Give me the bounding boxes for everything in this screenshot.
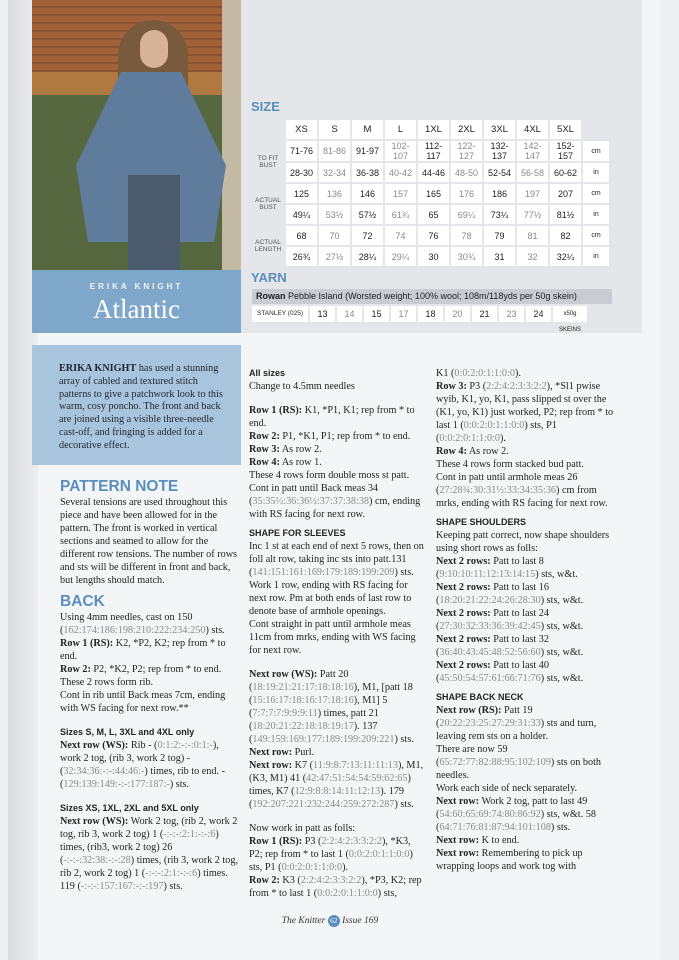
actual-length-in-row: 26¾ 27½ 28¼ 29¼ 30 30¾ 31 32 32¼ in bbox=[252, 247, 609, 266]
magazine-name: The Knitter bbox=[281, 916, 326, 927]
actual-bust-in-row: 49¼ 53½ 57½ 61¾ 65 69¼ 73¼ 77½ 81½ in bbox=[252, 205, 609, 224]
back-heading: BACK bbox=[60, 593, 105, 610]
pattern-title: Atlantic bbox=[93, 294, 180, 324]
model-photo bbox=[32, 0, 241, 270]
to-fit-bust-cm-row: TO FIT BUST 71-76 81-86 91-97 102-107 112-117 122-127 132-137 142-147 152-157 cm bbox=[252, 141, 609, 161]
yarn-quantities: STANLEY (025) 13 14 15 17 18 20 21 23 24 x50g SKEINS bbox=[252, 306, 587, 322]
yarn-heading: YARN bbox=[251, 270, 287, 285]
size-heading: SIZE bbox=[251, 99, 280, 114]
size-table bbox=[250, 118, 611, 268]
column-1: PATTERN NOTE Several tensions are used throughout this piece and have been allowed for in the pattern. The front is worked in vertical sections and seamed to allow for the different row tensions. The number of rows and sts will be different in front and back, but lengths should match. BACK Using 4mm needles, cast on 150 (162:174:186:198:210:222:234:250) sts. Row 1 (RS): K2, *P2, K2; rep from * to end. Row 2: P2, *K2, P2; rep from * to end. These 2 rows form rib. Cont in rib until Back meas 7cm, ending with WS facing for next row.** Sizes S, M, L, 3XL and 4XL only Next row (WS): Rib - (0:1:2:-:-:0:1:-), work 2 tog, (rib 3, work 2 tog) - (32:34:36:-:-:44:46:-) times, rib to end. - (129:139:149:-:-:177:187:-) sts. Sizes XS, 1XL, 2XL and 5XL only Next row (WS): Work 2 tog, (rib 2, work 2 tog, rib 3, work 2 tog) 1 (-:-:-:2:1:-:-:6) times, (rib3, work 2 tog) 26 (-:-:-:32:38:-:-:28) times, (rib 3, work 2 tog, rib 2, work 2 tog) 1 (-:-:-:2:1:-:-:6) times. 119 (-:-:-:157:167:-:-:197) sts. bbox=[60, 478, 238, 892]
yarn-description: Rowan Pebble Island (Worsted weight; 100% wool; 108m/118yds per 50g skein) bbox=[252, 289, 612, 304]
actual-bust-cm-row: ACTUAL BUST 125 136 146 157 165 176 186 197 207 cm bbox=[252, 184, 609, 203]
page-number: 62 bbox=[328, 915, 340, 927]
column-3: K1 (0:0:2:0:1:1:0:0). Row 3: P3 (2:2:4:2:3:3:2:2), *Sl1 pwise wyib, K1, yo, K1, pass slipped st over the (K1, yo, K1) just worked, P2; rep from * to last 1 (0:0:2:0:1:1:0:0) sts, P1 (0:0:2:0:1:1:0:0). Row 4: As row 2. These 4 rows form stacked bud patt. Cont in patt until armhole meas 26 (27:28¾:30:31½:33:34:35:36) cm from mrks, ending with RS facing for next row. SHAPE SHOULDERS Keeping patt correct, now shape shoulders using short rows as folls: Next 2 rows: Patt to last 8 (9:10:10:11:12:13:14:15) sts, w&t. Next 2 rows: Patt to last 16 (18:20:21:22:24:26:28:30) sts, w&t. Next 2 rows: Patt to last 24 (27:30:32:33:36:39:42:45) sts, w&t. Next 2 rows: Patt to last 32 (36:40:43:45:48:52:56:60) sts, w&t. Next 2 rows: Patt to last 40 (45:50:54:57:61:66:71:76) sts, w&t. SHAPE BACK NECK Next row (RS): Patt 19 (20:22:23:25:27:29:31:33) sts and turn, leaving rem sts on a holder. There are now 59 (65:72:77:82:88:95:102:109) sts on both needles. Work each side of neck separately. Next row: Work 2 tog, patt to last 49 (54:60:65:69:74:80:86:92) sts, w&t. 58 (64:71:76:81:87:94:101:108) sts. Next row: K to end. Next row: Remembering to pick up wrapping loops and work tog with bbox=[436, 368, 614, 872]
pattern-note-heading: PATTERN NOTE bbox=[60, 478, 179, 495]
title-box bbox=[32, 270, 241, 333]
column-2: All sizes Change to 4.5mm needles Row 1 (RS): K1, *P1, K1; rep from * to end. Row 2: P1, *K1, P1; rep from * to end. Row 3: As row 2. Row 4: As row 1. These 4 rows form double moss st patt. Cont in patt until Back meas 34 (35:35½:36:36½:37:37:38:38) cm, ending with RS facing for next row. SHAPE FOR SLEEVES Inc 1 st at each end of next 5 rows, then on foll alt row, taking inc sts into patt.131 (141:151:161:169:179:189:199:209) sts. Work 1 row, ending with RS facing for next row. Pm at both ends of last row to denote base of armhole openings. Cont straight in patt until armhole meas 11cm from mrks, ending with WS facing for next row. Next row (WS): Patt 20 (18:19:21:21:17:18:18:16), M1, [patt 18 (15:16:17:18:16:17:18:16), M1] 5 (7:7:7:7:9:9:9:11) times, patt 21 (18:20:21:22:18:18:19:17). 137 (149:159:169:177:189:199:209:221) sts. Next row: Purl. Next row: K7 (11:9:8:7:13:11:11:13), M1, (K3, M1) 41 (42:47:51:54:54:59:62:65) times, K7 (12:9:8:8:14:11:12:13). 179 (192:207:221:232:244:259:272:287) sts. Now work in patt as folls: Row 1 (RS): P3 (2:2:4:2:3:3:2:2), *K3, P2; rep from * to last 1 (0:0:2:0:1:1:0:0) sts, P1 (0:0:2:0:1:1:0:0). Row 2: K3 (2:2:4:2:3:3:2:2), *P3, K2; rep from * to last 1 (0:0:2:0:1:1:0:0) sts, bbox=[249, 368, 424, 899]
intro-box: ERIKA KNIGHT has used a stunning array of cabled and textured stitch patterns to give a patchwork look to this warm, cosy poncho. The front and back are joined using a visible three-needle cast-off, and fringing is added for a decorative effect. bbox=[32, 345, 241, 465]
to-fit-bust-in-row: 28-30 32-34 36-38 40-42 44-46 48-50 52-54 56-58 60-62 in bbox=[252, 163, 609, 182]
size-header-row: XS S M L 1XL 2XL 3XL 4XL 5XL bbox=[252, 120, 609, 139]
issue-number: Issue 169 bbox=[342, 916, 379, 927]
yarn-shade: STANLEY (025) bbox=[252, 306, 308, 322]
designer-name: ERIKA KNIGHT bbox=[89, 282, 184, 291]
actual-length-cm-row: ACTUAL LENGTH 68 70 72 74 76 78 79 81 82 cm bbox=[252, 226, 609, 245]
page-footer bbox=[0, 915, 660, 927]
